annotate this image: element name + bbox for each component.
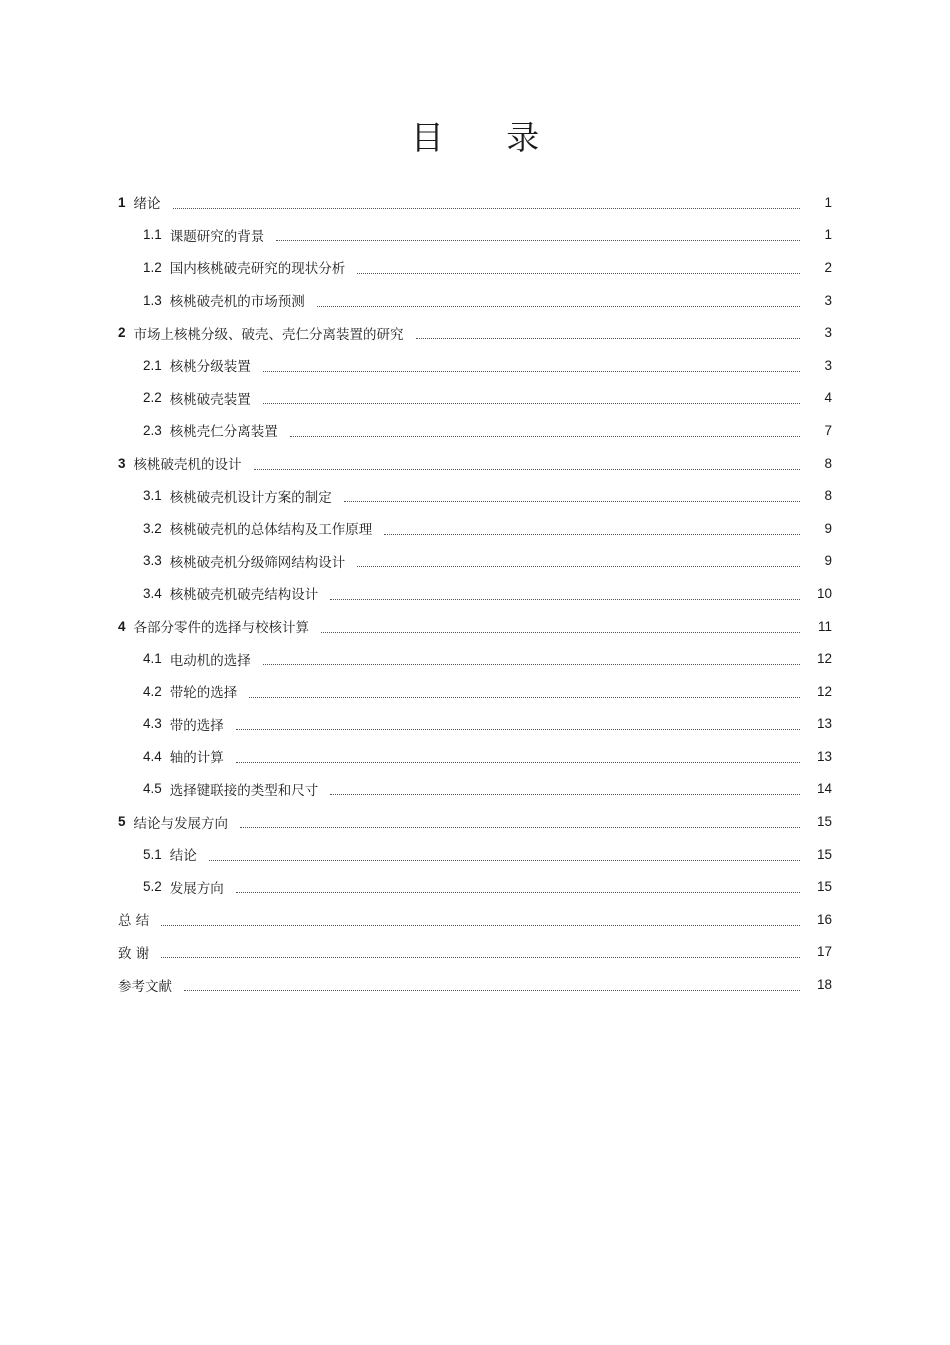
toc-entry-page-number: 2 bbox=[824, 259, 832, 275]
toc-entry[interactable] bbox=[0, 642, 950, 675]
toc-entry-page-number: 18 bbox=[816, 977, 832, 993]
dot-leader bbox=[330, 794, 800, 795]
dot-leader bbox=[344, 501, 800, 502]
toc-entry[interactable] bbox=[0, 968, 950, 1001]
dot-leader bbox=[209, 860, 800, 861]
toc-entry-title: 核桃破壳机分级筛网结构设计 bbox=[169, 554, 346, 571]
toc-entry-page-number: 4 bbox=[824, 390, 832, 406]
toc-entry-page-number: 15 bbox=[816, 814, 832, 830]
dot-leader bbox=[236, 892, 800, 893]
toc-entry-page-number: 12 bbox=[816, 683, 832, 699]
toc-entry-page-number: 8 bbox=[824, 488, 832, 504]
toc-entry[interactable] bbox=[0, 186, 950, 219]
toc-entry-page-number: 1 bbox=[824, 194, 832, 210]
toc-entry-number: 2.2 bbox=[143, 390, 162, 406]
toc-entry-title: 带轮的选择 bbox=[169, 685, 238, 702]
toc-entry-page-number: 11 bbox=[817, 618, 832, 634]
toc-entry-title: 电动机的选择 bbox=[169, 652, 251, 669]
toc-entry[interactable] bbox=[0, 838, 950, 871]
toc-entry-page-number: 15 bbox=[816, 879, 832, 895]
toc-entry-page-number: 1 bbox=[824, 227, 832, 243]
toc-entry[interactable] bbox=[0, 284, 950, 317]
toc-entry[interactable] bbox=[0, 251, 950, 284]
toc-entry[interactable] bbox=[0, 349, 950, 382]
toc-entry-number: 3.3 bbox=[143, 553, 162, 569]
toc-entry-title: 国内核桃破壳研究的现状分析 bbox=[169, 261, 346, 278]
dot-leader bbox=[249, 697, 800, 698]
toc-entry-number: 4.4 bbox=[143, 748, 162, 764]
toc-entry[interactable] bbox=[0, 316, 950, 349]
toc-entry-title: 核桃破壳机破壳结构设计 bbox=[169, 587, 319, 604]
toc-entry-number: 4.5 bbox=[143, 781, 162, 797]
dot-leader bbox=[161, 957, 800, 958]
dot-leader bbox=[290, 436, 800, 437]
dot-leader bbox=[263, 664, 800, 665]
toc-entry[interactable] bbox=[0, 675, 950, 708]
table-of-contents bbox=[0, 186, 950, 1001]
toc-entry-number: 4.3 bbox=[143, 716, 162, 732]
toc-entry-page-number: 10 bbox=[816, 585, 832, 601]
toc-entry[interactable] bbox=[0, 382, 950, 415]
dot-leader bbox=[317, 306, 800, 307]
toc-entry[interactable] bbox=[0, 773, 950, 806]
dot-leader bbox=[321, 632, 800, 633]
toc-entry-title: 各部分零件的选择与校核计算 bbox=[133, 620, 310, 637]
toc-entry-page-number: 13 bbox=[816, 748, 832, 764]
toc-entry-number: 3 bbox=[118, 455, 126, 471]
toc-entry-title: 结论与发展方向 bbox=[133, 815, 229, 832]
toc-entry-page-number: 3 bbox=[824, 325, 832, 341]
dot-leader bbox=[357, 273, 800, 274]
toc-entry-title: 市场上核桃分级、破壳、壳仁分离装置的研究 bbox=[133, 326, 404, 343]
toc-entry-page-number: 14 bbox=[816, 781, 832, 797]
dot-leader bbox=[263, 403, 800, 404]
toc-entry[interactable] bbox=[0, 447, 950, 480]
toc-entry-number: 5.1 bbox=[143, 846, 162, 862]
toc-entry-title: 发展方向 bbox=[169, 880, 224, 897]
toc-entry-page-number: 16 bbox=[816, 911, 832, 927]
toc-entry[interactable] bbox=[0, 545, 950, 578]
toc-entry-title: 参考文献 bbox=[118, 978, 172, 995]
toc-entry[interactable] bbox=[0, 903, 950, 936]
toc-entry-number: 4.2 bbox=[143, 683, 162, 699]
dot-leader bbox=[263, 371, 800, 372]
toc-entry-number: 4.1 bbox=[143, 651, 162, 667]
toc-entry-title: 总 结 bbox=[118, 913, 150, 930]
dot-leader bbox=[184, 990, 800, 991]
dot-leader bbox=[161, 925, 800, 926]
toc-entry-title: 选择键联接的类型和尺寸 bbox=[169, 782, 319, 799]
dot-leader bbox=[384, 534, 800, 535]
toc-entry-page-number: 13 bbox=[816, 716, 832, 732]
toc-entry[interactable] bbox=[0, 577, 950, 610]
toc-entry-page-number: 3 bbox=[824, 292, 832, 308]
toc-entry-number: 1.2 bbox=[143, 259, 162, 275]
dot-leader bbox=[330, 599, 800, 600]
toc-entry-title: 结论 bbox=[169, 848, 197, 865]
toc-entry-title: 核桃壳仁分离装置 bbox=[169, 424, 278, 441]
toc-entry-number: 1.1 bbox=[143, 227, 162, 243]
toc-entry-number: 3.1 bbox=[143, 488, 162, 504]
toc-entry-number: 2.1 bbox=[143, 357, 162, 373]
dot-leader bbox=[236, 729, 800, 730]
toc-entry-title: 绪论 bbox=[133, 196, 161, 213]
toc-entry-page-number: 17 bbox=[816, 944, 832, 960]
toc-entry-number: 5 bbox=[118, 814, 126, 830]
toc-entry-title: 轴的计算 bbox=[169, 750, 224, 767]
dot-leader bbox=[416, 338, 800, 339]
toc-entry-title: 核桃破壳机的总体结构及工作原理 bbox=[169, 522, 373, 539]
toc-entry-number: 1 bbox=[118, 194, 126, 210]
dot-leader bbox=[254, 469, 800, 470]
toc-entry[interactable] bbox=[0, 610, 950, 643]
toc-entry-number: 1.3 bbox=[143, 292, 162, 308]
toc-entry[interactable] bbox=[0, 414, 950, 447]
toc-entry-title: 核桃分级装置 bbox=[169, 359, 251, 376]
toc-entry-page-number: 9 bbox=[824, 520, 832, 536]
toc-entry[interactable] bbox=[0, 708, 950, 741]
dot-leader bbox=[276, 240, 800, 241]
toc-entry-number: 3.4 bbox=[143, 585, 162, 601]
toc-entry[interactable] bbox=[0, 936, 950, 969]
dot-leader bbox=[357, 566, 800, 567]
page-title: 目 录 bbox=[410, 118, 566, 157]
toc-entry-title: 核桃破壳装置 bbox=[169, 391, 251, 408]
toc-entry-title: 课题研究的背景 bbox=[169, 228, 265, 245]
toc-entry-page-number: 3 bbox=[824, 357, 832, 373]
toc-entry-page-number: 7 bbox=[824, 422, 832, 438]
toc-entry[interactable] bbox=[0, 219, 950, 252]
toc-entry-number: 5.2 bbox=[143, 879, 162, 895]
dot-leader bbox=[173, 208, 800, 209]
toc-entry-number: 4 bbox=[118, 618, 126, 634]
toc-entry[interactable] bbox=[0, 740, 950, 773]
toc-entry[interactable] bbox=[0, 479, 950, 512]
toc-entry-number: 2 bbox=[118, 325, 126, 341]
toc-entry-title: 核桃破壳机的市场预测 bbox=[169, 294, 305, 311]
toc-entry-title: 核桃破壳机设计方案的制定 bbox=[169, 489, 332, 506]
toc-entry[interactable] bbox=[0, 512, 950, 545]
toc-entry-title: 带的选择 bbox=[169, 717, 224, 734]
toc-entry-number: 2.3 bbox=[143, 422, 162, 438]
toc-entry[interactable] bbox=[0, 805, 950, 838]
toc-entry[interactable] bbox=[0, 870, 950, 903]
toc-entry-page-number: 12 bbox=[816, 651, 832, 667]
toc-entry-title: 核桃破壳机的设计 bbox=[133, 457, 242, 474]
dot-leader bbox=[240, 827, 800, 828]
toc-entry-title: 致 谢 bbox=[118, 945, 150, 962]
toc-entry-number: 3.2 bbox=[143, 520, 162, 536]
toc-entry-page-number: 15 bbox=[816, 846, 832, 862]
toc-entry-page-number: 9 bbox=[824, 553, 832, 569]
toc-entry-page-number: 8 bbox=[824, 455, 832, 471]
dot-leader bbox=[236, 762, 800, 763]
